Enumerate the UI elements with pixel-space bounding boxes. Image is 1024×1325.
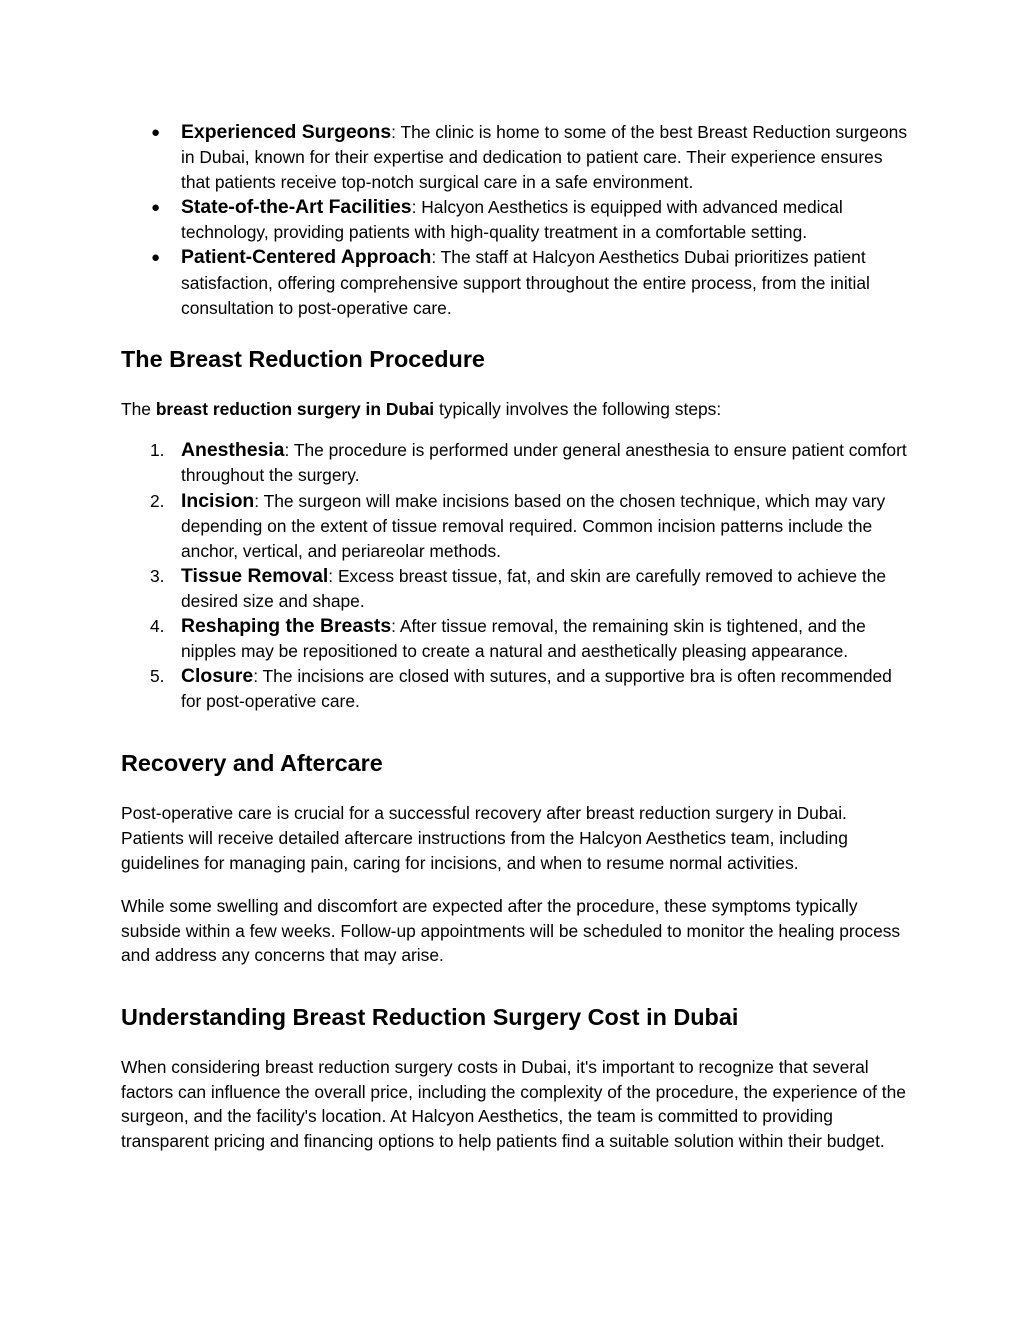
step-number: 5. — [150, 666, 165, 687]
recovery-paragraph-1: Post-operative care is crucial for a successful recovery after breast reduction surgery in Dubai. Patients will receive detailed aftercare instructions from the Halcyon Aesthetics team, including guidelines for managing pain, caring for incisions, and when to resume normal activities. — [121, 803, 848, 873]
list-item — [121, 564, 911, 614]
procedure-intro — [121, 397, 911, 422]
procedure-steps-list — [121, 438, 911, 714]
list-item — [121, 438, 911, 488]
recovery-heading: Recovery and Aftercare — [121, 750, 383, 777]
clinic-features-list — [121, 120, 911, 321]
step-text: : The incisions are closed with sutures, and a supportive bra is often recommended for post-operative care. — [181, 666, 892, 712]
step-text: : Excess breast tissue, fat, and skin are carefully removed to achieve the desired size and shape. — [181, 565, 887, 611]
bullet-icon: ● — [151, 124, 161, 141]
list-item — [121, 245, 911, 320]
list-item — [121, 614, 911, 664]
feature-text: : Halcyon Aesthetics is equipped with advanced medical technology, providing patients with high-quality treatment in a comfortable setting. — [181, 197, 843, 243]
step-number: 4. — [150, 616, 165, 636]
step-title: Anesthesia — [181, 439, 285, 462]
step-title: Incision — [181, 489, 255, 512]
feature-text: : The clinic is home to some of the best Breast Reduction surgeons in Dubai, known for their expertise and dedication to patient care. Their experience ensures that patients receive top-notch surgical care in a safe environment. — [181, 122, 908, 193]
feature-title: Patient-Centered Approach — [181, 246, 432, 269]
step-title: Closure — [181, 665, 254, 688]
document-content — [121, 120, 911, 1153]
cost-heading: Understanding Breast Reduction Surgery Cost in Dubai — [121, 1003, 739, 1030]
list-item — [121, 489, 911, 564]
cost-paragraph: When considering breast reduction surgery costs in Dubai, it's important to recognize that several factors can influence the overall price, including the complexity of the procedure, the experience of the surgeon, and the facility's location. At Halcyon Aesthetics, the team is committed to providing transparent pricing and financing options to help patients find a suitable solution within their budget. — [121, 1056, 906, 1151]
step-text: : After tissue removal, the remaining skin is tightened, and the nipples may be repositioned to create a natural and aesthetically pleasing appearance. — [181, 616, 866, 662]
intro-bold-phrase: breast reduction surgery in Dubai — [155, 398, 435, 419]
recovery-paragraph-2: While some swelling and discomfort are expected after the procedure, these symptoms typically subside within a few weeks. Follow-up appointments will be scheduled to monitor the healing process and address any concerns that may arise. — [121, 896, 901, 966]
step-number: 2. — [150, 490, 165, 511]
feature-title: Experienced Surgeons — [181, 121, 392, 143]
bullet-icon: ● — [151, 199, 161, 217]
step-title: Tissue Removal — [181, 564, 329, 587]
feature-text: : The staff at Halcyon Aesthetics Dubai prioritizes patient satisfaction, offering comprehensive support throughout the entire process, from the initial consultation to post-operative care. — [181, 247, 870, 318]
step-text: : The surgeon will make incisions based on the chosen technique, which may vary depending on the extent of tissue removal required. Common incision patterns include the anchor, vertical, and periareolar methods. — [181, 490, 886, 561]
step-number: 1. — [150, 440, 165, 461]
step-number: 3. — [150, 565, 165, 586]
list-item — [121, 664, 911, 714]
list-item — [121, 120, 911, 195]
bullet-icon: ● — [151, 249, 161, 267]
list-item — [121, 195, 911, 245]
feature-title: State-of-the-Art Facilities — [181, 196, 412, 219]
step-text: : The procedure is performed under general anesthesia to ensure patient comfort throughout the surgery. — [181, 440, 907, 486]
intro-prefix: The — [121, 398, 156, 419]
intro-suffix: typically involves the following steps: — [434, 398, 722, 419]
procedure-heading: The Breast Reduction Procedure — [121, 345, 485, 372]
step-title: Reshaping the Breasts — [181, 615, 392, 637]
